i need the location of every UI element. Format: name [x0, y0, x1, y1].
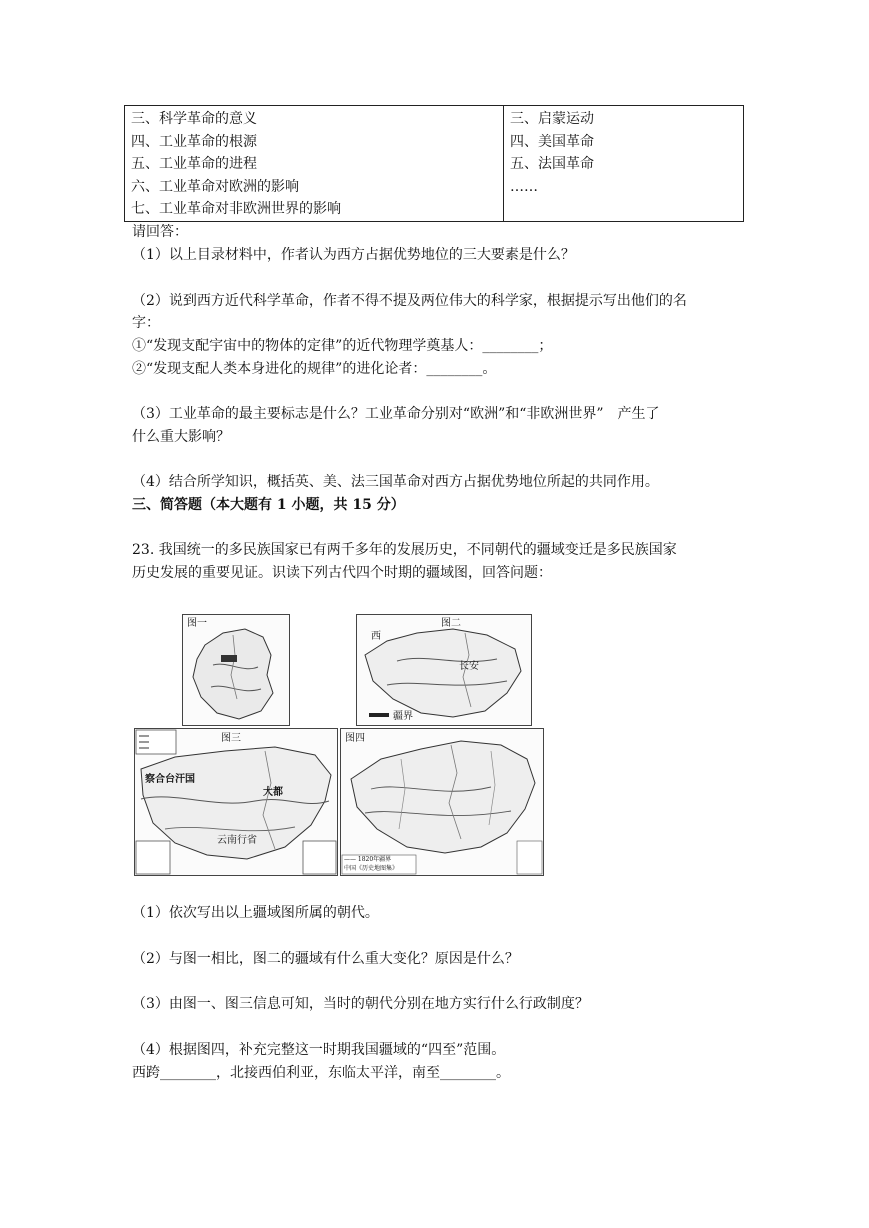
toc-item: ……	[510, 178, 538, 195]
toc-item: 三、启蒙运动	[510, 111, 594, 127]
map-3-outline	[135, 729, 337, 875]
map-2-title: 图二	[441, 618, 461, 629]
question-4: （4）结合所学知识，概括英、美、法三国革命对西方占据优势地位所起的共同作用。	[132, 474, 659, 490]
question-2-blank-a: ①“发现支配宇宙中的物体的定律”的近代物理学奠基人：________；	[132, 338, 553, 354]
question-23-line2: 历史发展的重要见证。识读下列古代四个时期的疆域图，回答问题：	[132, 565, 552, 581]
map-3-label: 云南行省	[217, 835, 257, 846]
map-3-label: 大都	[263, 787, 283, 798]
subquestion-2: （2）与图一相比，图二的疆域有什么重大变化？原因是什么？	[132, 951, 519, 967]
question-23-line1: 23. 我国统一的多民族国家已有两千多年的发展历史，不同朝代的疆域变迁是多民族国家	[132, 542, 677, 558]
map-2-label: 长安	[459, 661, 479, 672]
question-2-line1: （2）说到西方近代科学革命，作者不得不提及两位伟大的科学家，根据提示写出他们的名	[132, 293, 687, 309]
toc-item: 七、工业革命对非欧洲世界的影响	[131, 201, 341, 217]
question-2-line2: 字：	[132, 315, 160, 331]
question-3-line2: 什么重大影响？	[132, 429, 230, 445]
map-figure-3	[134, 728, 338, 876]
map-1-title: 图一	[187, 618, 207, 629]
map-4-legend: —— 1820年疆界	[344, 856, 392, 863]
subquestion-1: （1）依次写出以上疆域图所属的朝代。	[132, 905, 379, 921]
toc-item: 四、工业革命的根源	[131, 133, 257, 150]
subquestion-3: （3）由图一、图三信息可知，当时的朝代分别在地方实行什么行政制度？	[132, 996, 589, 1012]
question-1: （1）以上目录材料中，作者认为西方占据优势地位的三大要素是什么？	[132, 247, 575, 263]
question-3-line1: （3）工业革命的最主要标志是什么？工业革命分别对“欧洲”和“非欧洲世界” 产生了	[132, 406, 660, 422]
section-title: 三、简答题（本大题有 1 小题，共 15 分）	[132, 497, 405, 513]
toc-item: 五、法国革命	[510, 156, 594, 172]
map-4-legend: 中国《历史地图集》	[344, 865, 399, 872]
toc-right-column	[504, 106, 744, 222]
map-2-label: 西	[371, 631, 381, 642]
map-4-outline	[341, 729, 543, 875]
map-3-label: 察合台汗国	[145, 774, 195, 785]
map-2-legend: 疆界	[393, 711, 413, 722]
toc-left-column	[125, 106, 504, 222]
map-1-outline	[183, 615, 289, 725]
toc-item: 四、美国革命	[510, 133, 594, 150]
prompt-text: 请回答：	[132, 224, 188, 240]
table-of-contents	[124, 105, 744, 222]
map-figure-4	[340, 728, 544, 876]
question-2-blank-b: ②“发现支配人类本身进化的规律”的进化论者：________。	[132, 361, 497, 377]
toc-item: 五、工业革命的进程	[131, 156, 257, 172]
map-figure-1	[182, 614, 290, 726]
subquestion-4-line1: （4）根据图四，补充完整这一时期我国疆域的“四至”范围。	[132, 1042, 506, 1058]
map-figure-2	[356, 614, 532, 726]
subquestion-4-line2: 西跨________，北接西伯利亚，东临太平洋，南至________。	[132, 1065, 510, 1081]
toc-item: 六、工业革命对欧洲的影响	[131, 178, 299, 195]
toc-item: 三、科学革命的意义	[131, 111, 257, 127]
map-3-title: 图三	[221, 733, 241, 744]
map-4-title: 图四	[345, 733, 365, 744]
map-2-outline	[357, 615, 531, 725]
